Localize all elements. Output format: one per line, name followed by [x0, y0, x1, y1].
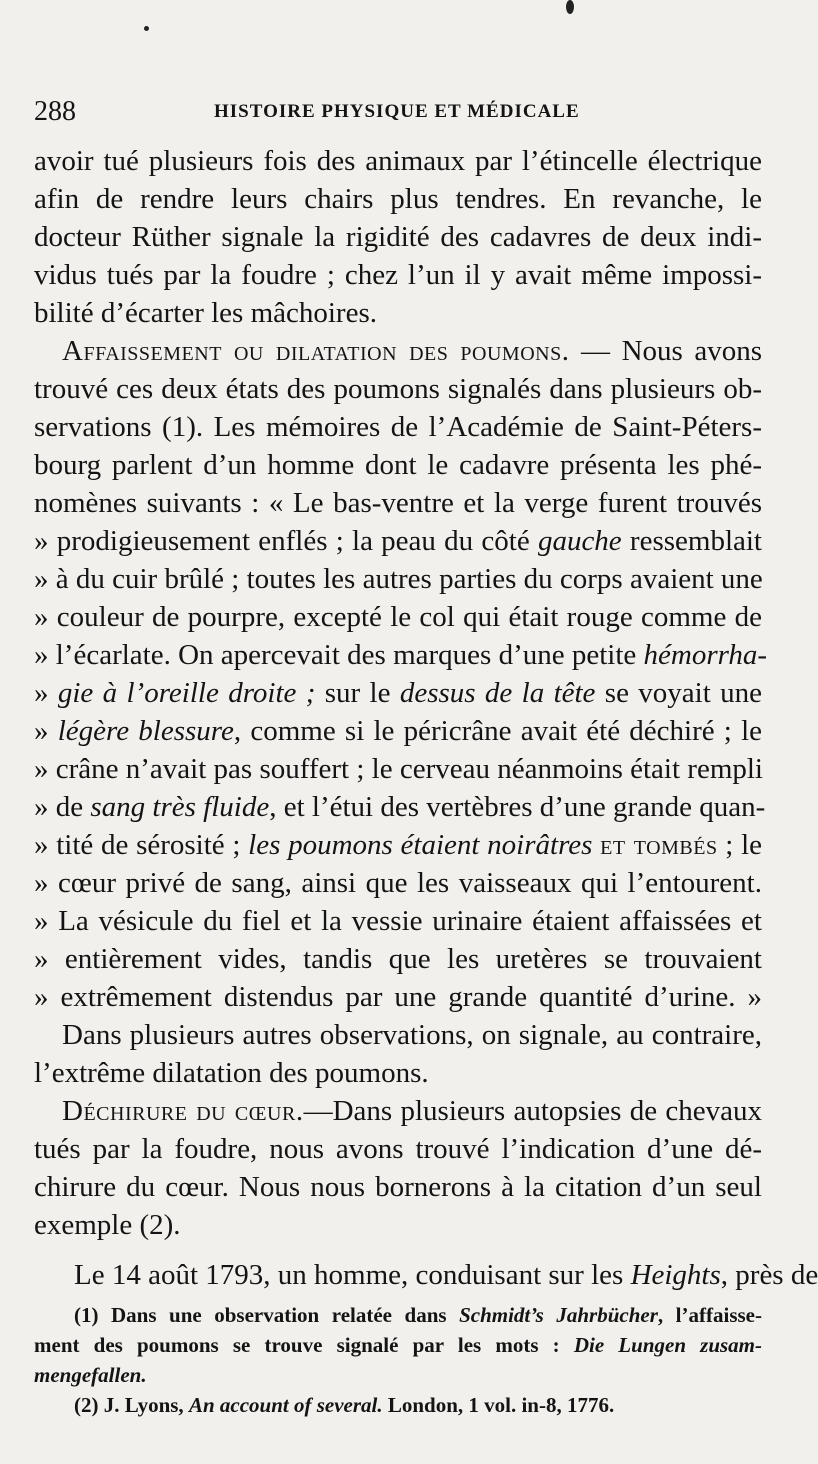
italic-text: Heights — [630, 1259, 721, 1291]
text-segment: bilité d’écarter les mâchoires. — [34, 297, 378, 329]
text-segment: exemple (2). — [34, 1209, 181, 1241]
page-header — [34, 96, 764, 132]
text-segment: servations (1). Les mémoires de l’Académie de Saint-Péters- — [34, 411, 762, 443]
text-segment: avoir tué plusieurs fois des animaux par l’étincelle électrique — [34, 145, 762, 177]
text-segment: (2) J. Lyons, — [74, 1393, 189, 1417]
text-line — [34, 294, 762, 332]
text-line — [34, 826, 762, 864]
page-number: 288 — [34, 96, 76, 127]
text-line — [34, 750, 762, 788]
text-line — [34, 370, 762, 408]
text-segment: —Dans plusieurs autopsies de chevaux — [303, 1095, 762, 1127]
text-line — [34, 142, 762, 180]
text-segment: London, 1 vol. in-8, 1776. — [382, 1393, 615, 1417]
text-segment: (1) Dans une observation relatée dans — [74, 1303, 460, 1327]
text-segment: » entièrement vides, tandis que les uretères se trouvaient — [34, 943, 762, 975]
text-line — [34, 218, 762, 256]
text-segment: tués par la foudre, nous avons trouvé l’indication d’une dé- — [34, 1133, 762, 1165]
text-line — [34, 522, 762, 560]
ink-speck — [144, 26, 149, 31]
text-segment: docteur Rüther signale la rigidité des cadavres de deux indi- — [34, 221, 762, 253]
italic-text: hémorrha- — [643, 639, 768, 671]
text-segment: , près de — [720, 1259, 818, 1291]
small-caps-text: Déchirure du cœur. — [62, 1095, 304, 1127]
text-line — [34, 484, 762, 522]
text-line — [34, 978, 762, 1016]
text-segment — [592, 829, 600, 861]
text-line — [34, 1206, 762, 1244]
text-segment: chirure du cœur. Nous nous bornerons à la citation d’un seul — [34, 1171, 762, 1203]
text-line — [34, 788, 766, 826]
text-line — [34, 256, 762, 294]
text-segment: vidus tués par la foudre ; chez l’un il y avait même impossi- — [34, 259, 762, 291]
footnote-line — [34, 1330, 762, 1360]
text-segment: » — [34, 715, 58, 747]
italic-text: sang très fluide — [90, 791, 270, 823]
text-segment: , et l’étui des vertèbres d’une grande quan- — [269, 791, 766, 823]
text-line — [34, 864, 762, 902]
text-line — [34, 636, 768, 674]
small-caps-text: et tombés — [600, 829, 718, 861]
text-line — [34, 598, 762, 636]
small-caps-text: Affaissement ou dilatation des poumons. — [62, 335, 570, 367]
text-segment: se voyait une — [595, 677, 763, 709]
text-segment: » couleur de pourpre, excepté le col qui était rouge comme de — [34, 601, 762, 633]
italic-text: Schmidt’s Jahrbücher — [459, 1303, 658, 1327]
paragraph-gap — [34, 1244, 762, 1256]
italic-text: les poumons étaient noirâtres — [248, 829, 593, 861]
text-line — [34, 180, 762, 218]
footnotes — [34, 1300, 762, 1420]
text-segment: » — [34, 677, 58, 709]
text-segment: ressemblait — [621, 525, 762, 557]
footnote-line — [34, 1300, 762, 1330]
ink-speck — [566, 0, 574, 14]
text-segment: » prodigieusement enflés ; la peau du côté — [34, 525, 538, 557]
italic-text: Die Lungen zusam- — [573, 1333, 763, 1357]
text-line — [34, 674, 762, 712]
text-line — [34, 1130, 762, 1168]
text-line — [34, 1168, 762, 1206]
italic-text: An account of several. — [188, 1393, 383, 1417]
text-segment: — Nous avons — [569, 335, 762, 367]
italic-text: mengefallen. — [34, 1363, 147, 1387]
text-line — [34, 1256, 818, 1294]
text-segment: Le 14 août 1793, un homme, conduisant sur les — [74, 1259, 631, 1291]
continuation-text — [34, 1256, 818, 1294]
italic-text: gauche — [537, 525, 622, 557]
text-line — [34, 446, 762, 484]
footnote-line — [34, 1390, 762, 1420]
text-line — [34, 408, 762, 446]
running-head: HISTOIRE PHYSIQUE ET MÉDICALE — [214, 101, 580, 122]
text-segment: nomènes suivants : « Le bas-ventre et la verge furent trouvés — [34, 487, 762, 519]
text-segment: ment des poumons se trouve signalé par les mots : — [34, 1333, 574, 1357]
text-segment: sur le — [315, 677, 400, 709]
text-line — [34, 902, 762, 940]
text-segment: afin de rendre leurs chairs plus tendres. En revanche, le — [34, 183, 762, 215]
text-line — [34, 332, 762, 370]
body-text — [34, 142, 818, 1420]
text-line — [34, 712, 762, 750]
text-line — [34, 940, 762, 978]
italic-text: légère blessure — [57, 715, 234, 747]
footnote-line — [34, 1360, 762, 1390]
text-segment: l’extrême dilatation des poumons. — [34, 1057, 429, 1089]
text-segment: » La vésicule du fiel et la vessie urinaire étaient affaissées et — [34, 905, 762, 937]
text-segment: » tité de sérosité ; — [34, 829, 249, 861]
text-segment: » extrêmement distendus par une grande quantité d’urine. » — [34, 981, 762, 1013]
text-segment: , l’affaisse- — [657, 1303, 762, 1327]
text-segment: , comme si le péricrâne avait été déchiré ; le — [233, 715, 763, 747]
text-segment: » crâne n’avait pas souffert ; le cerveau néanmoins était rempli — [34, 753, 763, 785]
text-segment: ; le — [717, 829, 762, 861]
text-segment: » de — [34, 791, 91, 823]
text-segment: bourg parlent d’un homme dont le cadavre présenta les phé- — [34, 449, 762, 481]
text-line — [34, 1016, 762, 1054]
italic-text: gie à l’oreille droite ; — [57, 677, 316, 709]
main-text — [34, 142, 768, 1244]
text-line — [34, 1054, 762, 1092]
text-segment: Dans plusieurs autres observations, on signale, au contraire, — [62, 1019, 762, 1051]
text-segment: » cœur privé de sang, ainsi que les vaisseaux qui l’entourent. — [34, 867, 762, 899]
text-line — [34, 1092, 762, 1130]
text-line — [34, 560, 762, 598]
text-segment: » à du cuir brûlé ; toutes les autres parties du corps avaient une — [34, 563, 763, 595]
italic-text: dessus de la tête — [399, 677, 596, 709]
text-segment: » l’écarlate. On apercevait des marques d’une petite — [34, 639, 644, 671]
text-segment: trouvé ces deux états des poumons signalés dans plusieurs ob- — [34, 373, 762, 405]
